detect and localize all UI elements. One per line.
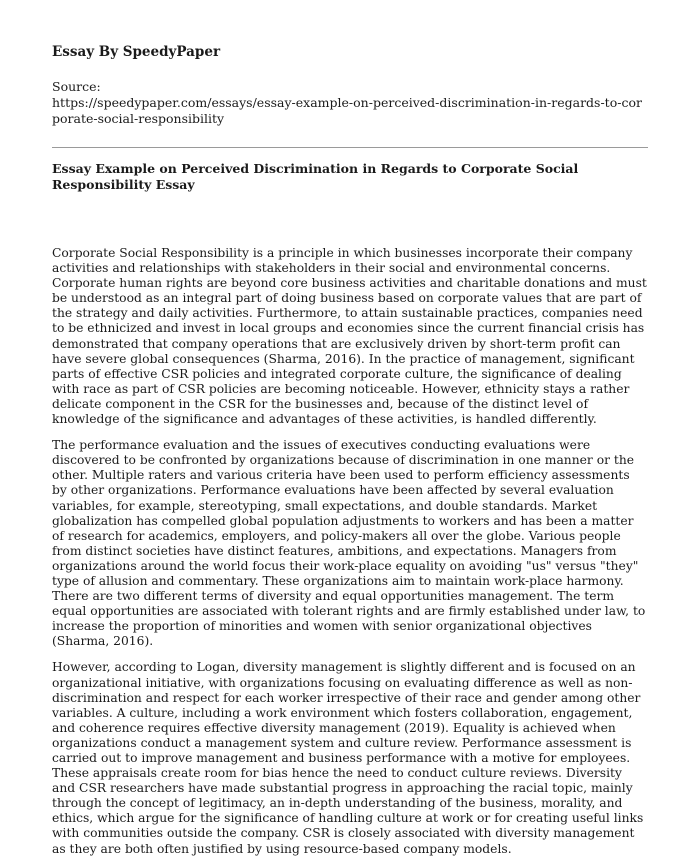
document-header-title: Essay By SpeedyPaper [52,44,221,60]
source-label: Source: [52,79,101,94]
header-divider [52,147,648,148]
source-url: https://speedypaper.com/essays/essay-example-on-perceived-discrimination-in-regards-to-corporate-social-responsibility [52,95,642,126]
essay-paragraph-1: Corporate Social Responsibility is a principle in which businesses incorporate their company activities and relationships with stakeholders in their social and environmental concerns. Corporate human rights are beyond core business activities and charitable donations and must be understood as an integral part of doing business based on corporate values that are part of the strategy and daily activities. Furthermore, to attain sustainable practices, companies need to be ethnicized and invest in local groups and economies since the current financial crisis has demonstrated that company operations that are exclusively driven by short-term profit can have severe global consequences (Sharma, 2016). In the practice of management, significant parts of effective CSR policies and integrated corporate culture, the significance of dealing with race as part of CSR policies are becoming noticeable. However, ethnicity stays a rather delicate component in the CSR for the businesses and, because of the distinct level of knowledge of the significance and advantages of these activities, is handled differently. [52,246,647,427]
essay-title: Essay Example on Perceived Discrimination in Regards to Corporate Social Responsibility Essay [52,161,579,192]
essay-paragraph-2: The performance evaluation and the issues of executives conducting evaluations were discovered to be confronted by organizations because of discrimination in one manner or the other. Multiple raters and various criteria have been used to perform efficiency assessments by other organizations. Performance evaluations have been affected by several evaluation variables, for example, stereotyping, small expectations, and double standards. Market globalization has compelled global population adjustments to workers and has been a matter of research for academics, employers, and policy-makers all over the globe. Various people from distinct societies have distinct features, ambitions, and expectations. Managers from organizations around the world focus their work-place equality on avoiding "us" versus "they" type of allusion and commentary. These organizations aim to maintain work-place harmony. There are two different terms of diversity and equal opportunities management. The term equal opportunities are associated with tolerant rights and are firmly established under law, to increase the proportion of minorities and women with senior organizational objectives (Sharma, 2016). [52,438,646,649]
essay-paragraph-3: However, according to Logan, diversity management is slightly different and is focused on an organizational initiative, with organizations focusing on evaluating difference as well as non-discrimination and respect for each worker irrespective of their race and gender among other variables. A culture, including a work environment which fosters collaboration, engagement, and coherence requires effective diversity management (2019). Equality is achieved when organizations conduct a management system and culture review. Performance assessment is carried out to improve management and business performance with a motive for employees. These appraisals create room for bias hence the need to conduct culture reviews. Diversity and CSR researchers have made substantial progress in approaching the racial topic, mainly through the concept of legitimacy, an in-depth understanding of the business, morality, and ethics, which argue for the significance of handling culture at work or for creating useful links with communities outside the company. CSR is closely associated with diversity management as they are both often justified by using resource-based company models. [52,660,644,856]
